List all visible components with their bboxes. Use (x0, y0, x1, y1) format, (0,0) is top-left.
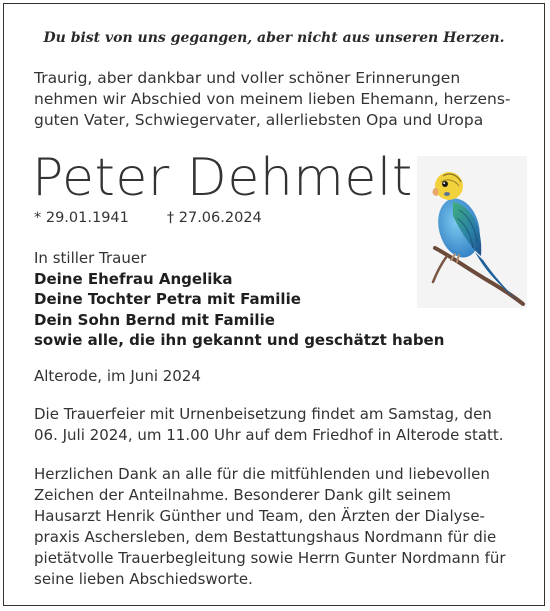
intro-line: nehmen wir Abschied von meinem lieben Ehemann, herzens- (34, 90, 511, 108)
mourner-line: Deine Tochter Petra mit Familie (34, 290, 301, 308)
thanks-line: pietätvolle Trauerbegleitung sowie Herrn Gunter Nordmann für (34, 549, 506, 567)
mourner-line: sowie alle, die ihn gekannt und geschätzt haben (34, 331, 445, 349)
obituary-card (3, 3, 545, 606)
ceremony-line: Die Trauerfeier mit Urnenbeisetzung findet am Samstag, den (34, 405, 492, 423)
mourners-heading: In stiller Trauer (34, 249, 147, 267)
thanks-line: praxis Aschersleben, dem Bestattungshaus Nordmann für die (34, 528, 497, 546)
thanks-line: Herzlichen Dank an alle für die mitfühlenden und liebevollen (34, 465, 490, 483)
thanks-line: Zeichen der Anteilnahme. Besonderer Dank gilt seinem (34, 486, 451, 504)
mourner-line: Deine Ehefrau Angelika (34, 269, 233, 288)
thanks-line: Hausarzt Henrik Günther und Team, den Ärzten der Dialyse- (34, 507, 485, 525)
mourners-block (34, 248, 444, 351)
intro-text (34, 68, 524, 131)
motto: Du bist von uns gegangen, aber nicht aus unseren Herzen. (43, 30, 505, 46)
intro-line: guten Vater, Schwiegervater, allerliebsten Opa und Uropa (34, 111, 484, 129)
ceremony-line: 06. Juli 2024, um 11.00 Uhr auf dem Friedhof in Alterode statt. (34, 426, 504, 444)
thanks-line: seine lieben Abschiedsworte. (34, 570, 253, 588)
life-dates (34, 210, 300, 226)
mourner-line: Dein Sohn Bernd mit Familie (34, 310, 275, 329)
death-date: † 27.06.2024 (166, 210, 262, 226)
thanks-text (34, 464, 534, 590)
place-date: Alterode, im Juni 2024 (34, 367, 201, 385)
ceremony-text (34, 404, 534, 446)
birth-date: * 29.01.1941 (34, 210, 129, 226)
intro-line: Traurig, aber dankbar und voller schöner Erinnerungen (34, 69, 461, 87)
deceased-name: Peter Dehmelt (32, 148, 413, 208)
